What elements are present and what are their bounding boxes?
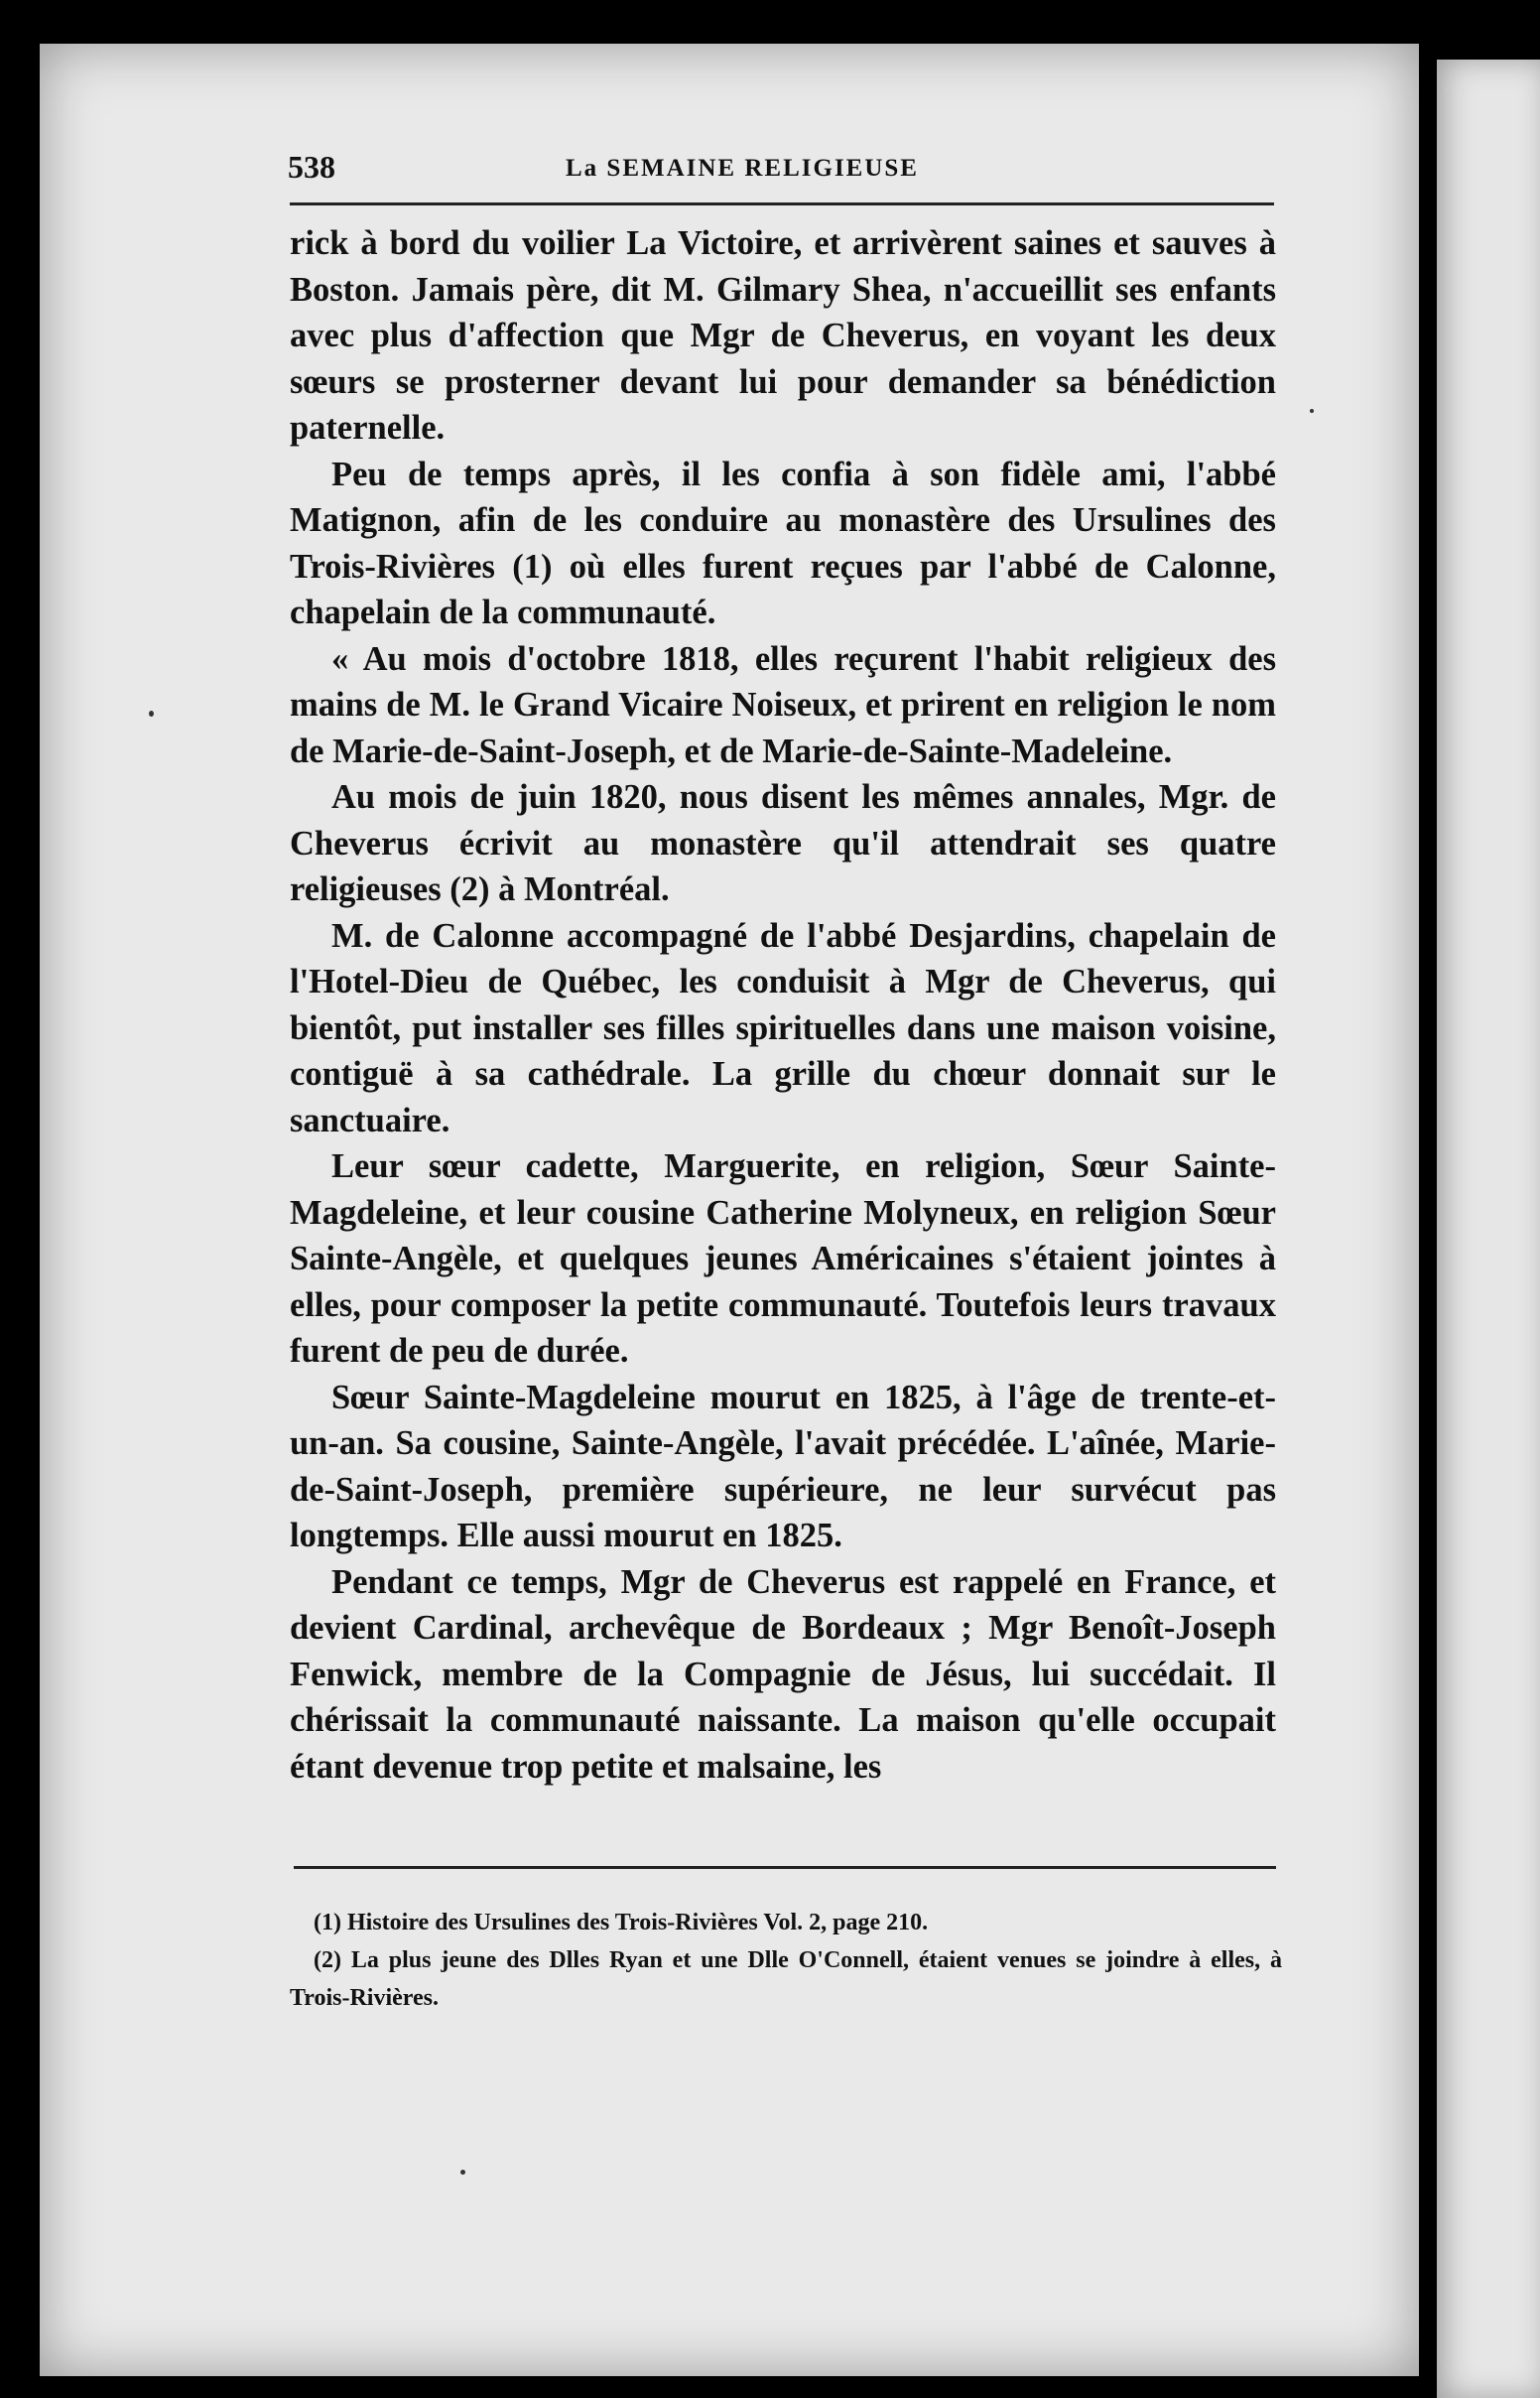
- paragraph-4: Au mois de juin 1820, nous disent les mêmes annales, Mgr. de Cheverus écrivit au monastère qu'il attendrait ses quatre religieuses (2) à Montréal.: [290, 778, 1276, 908]
- running-title: La SEMAINE RELIGIEUSE: [566, 155, 919, 182]
- running-header: [288, 149, 1276, 195]
- facing-page-edge: [1437, 60, 1540, 2398]
- paragraph-7: Sœur Sainte-Magdeleine mourut en 1825, à l'âge de trente-et-un-an. Sa cousine, Sainte-Angèle, l'avait précédée. L'aînée, Marie-de-Saint-Joseph, première supérieure, ne leur survécut pas longtemps. Elle aussi mourut en 1825.: [290, 1378, 1276, 1554]
- paragraph-3: « Au mois d'octobre 1818, elles reçurent l'habit religieux des mains de M. le Grand Vicaire Noiseux, et prirent en religion le nom de Marie-de-Saint-Joseph, et de Marie-de-Sainte-Madeleine.: [290, 639, 1276, 770]
- footnotes: [290, 1904, 1282, 2017]
- footnote-rule: [294, 1866, 1276, 1869]
- scan-speck: [149, 711, 154, 717]
- footnote-1: (1) Histoire des Ursulines des Trois-Rivières Vol. 2, page 210.: [314, 1910, 929, 1935]
- paragraph-5: M. de Calonne accompagné de l'abbé Desjardins, chapelain de l'Hotel-Dieu de Québec, les conduisit à Mgr de Cheverus, qui bientôt, put installer ses filles spirituelles dans une maison voisine, contiguë à sa cathédrale. La grille du chœur donnait sur le sanctuaire.: [290, 916, 1276, 1139]
- body-text: [290, 220, 1276, 1790]
- paragraph-2: Peu de temps après, il les confia à son fidèle ami, l'abbé Matignon, afin de les conduire au monastère des Ursulines des Trois-Rivières (1) où elles furent reçues par l'abbé de Calonne, chapelain de la communauté.: [290, 455, 1276, 631]
- footnote-2: (2) La plus jeune des Dlles Ryan et une Dlle O'Connell, étaient venues se joindre à elles, à Trois-Rivières.: [290, 1947, 1282, 2011]
- header-rule: [290, 202, 1274, 205]
- scan-speck: [460, 2170, 465, 2175]
- paragraph-6: Leur sœur cadette, Marguerite, en religion, Sœur Sainte-Magdeleine, et leur cousine Catherine Molyneux, en religion Sœur Sainte-Angèle, et quelques jeunes Américaines s'étaient jointes à elles, pour composer la petite communauté. Toutefois leurs travaux furent de peu de durée.: [290, 1147, 1276, 1370]
- page-number: 538: [288, 149, 335, 185]
- scan-speck: [1310, 409, 1314, 413]
- paragraph-8: Pendant ce temps, Mgr de Cheverus est rappelé en France, et devient Cardinal, archevêque de Bordeaux ; Mgr Benoît-Joseph Fenwick, membre de la Compagnie de Jésus, lui succédait. Il chérissait la communauté naissante. La maison qu'elle occupait étant devenue trop petite et malsaine, les: [290, 1562, 1276, 1786]
- paragraph-1: rick à bord du voilier La Victoire, et arrivèrent saines et sauves à Boston. Jamais père, dit M. Gilmary Shea, n'accueillit ses enfants avec plus d'affection que Mgr de Cheverus, en voyant les deux sœurs se prosterner devant lui pour demander sa bénédiction paternelle.: [290, 224, 1276, 447]
